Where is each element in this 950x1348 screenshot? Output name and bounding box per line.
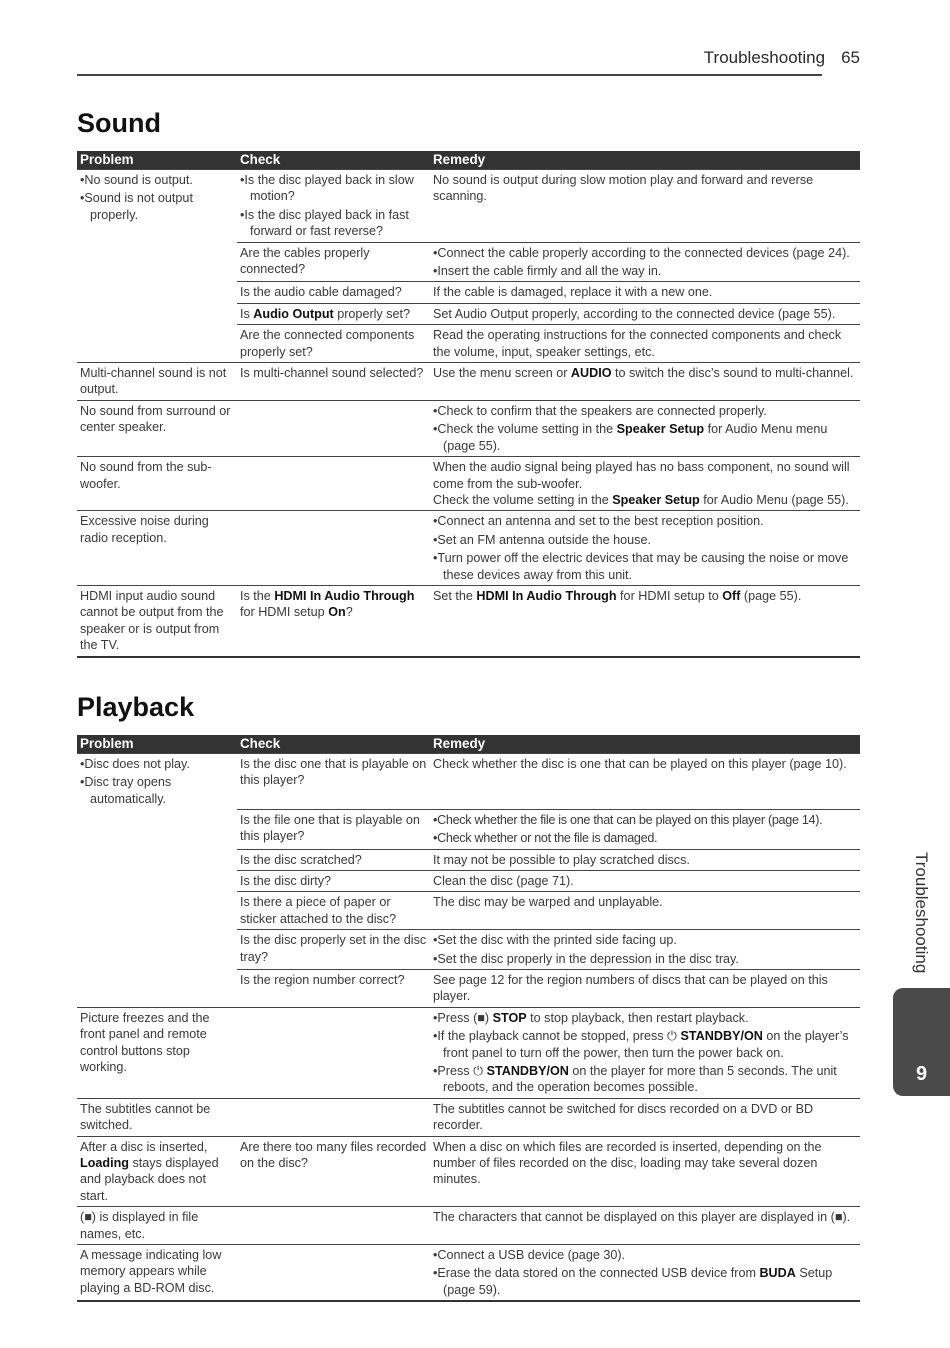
remedy-cell-line: •Check the volume setting in the Speaker Setup for Audio Menu menu (page 55).: [433, 422, 828, 453]
col-remedy: Remedy: [430, 151, 860, 170]
table-row: [77, 1207, 860, 1245]
table-row: [77, 511, 860, 586]
check-cell: [237, 849, 430, 870]
problem-cell: [77, 457, 237, 511]
problem-cell-line: •Sound is not output properly.: [80, 191, 193, 222]
problem-cell: [77, 870, 237, 891]
remedy-cell-line: •Set an FM antenna outside the house.: [433, 532, 651, 547]
problem-cell: After a disc is inserted, Loading stays displayed and playback does not start.: [77, 1136, 237, 1207]
check-cell: [237, 170, 430, 243]
remedy-cell-line: •Set the disc properly in the depression in the disc tray.: [433, 951, 739, 966]
problem-cell: [77, 754, 237, 810]
check-cell-line: Is multi-channel sound selected?: [240, 366, 424, 381]
check-cell-line: Are the connected components properly set?: [240, 328, 415, 359]
remedy-cell: [430, 242, 860, 282]
check-cell-line: Are the cables properly connected?: [240, 245, 370, 277]
remedy-cell-line: •Connect the cable properly according to the connected devices (page 24).: [433, 245, 850, 260]
problem-cell-line: •Disc tray opens automatically.: [80, 775, 172, 806]
problem-cell-line: The subtitles cannot be switched.: [80, 1101, 211, 1133]
table-row: [77, 1136, 860, 1207]
remedy-cell: Set the HDMI In Audio Through for HDMI setup to Off (page 55).: [430, 585, 860, 656]
problem-cell-line: A message indicating low memory appears while playing a BD-ROM disc.: [80, 1248, 222, 1295]
table-row: [77, 754, 860, 810]
col-problem: Problem: [77, 151, 237, 170]
remedy-cell: [430, 400, 860, 456]
remedy-cell: [430, 1007, 860, 1098]
check-cell-line: Is the disc scratched?: [240, 852, 362, 867]
table-row: [77, 969, 860, 1007]
problem-cell: [77, 282, 237, 303]
sound-table-header: [77, 151, 860, 170]
table-row: [77, 1098, 860, 1136]
remedy-cell-line: Set Audio Output properly, according to the connected device (page 55).: [433, 306, 836, 321]
problem-cell: [77, 969, 237, 1007]
remedy-cell-line: Check whether the disc is one that can be played on this player (page 10).: [433, 757, 847, 771]
header-rule: [77, 74, 822, 76]
table-row: [77, 457, 860, 511]
check-cell: [237, 282, 430, 303]
problem-cell: [77, 1245, 237, 1302]
check-cell: [237, 242, 430, 282]
chapter-number: 9: [915, 1063, 928, 1085]
col-remedy: Remedy: [430, 735, 860, 754]
check-cell-line: Is the file one that is playable on this player?: [240, 812, 420, 844]
remedy-cell-line: •Erase the data stored on the connected USB device from BUDA Setup (page 59).: [433, 1266, 833, 1297]
problem-cell-line: Multi-channel sound is not output.: [80, 366, 227, 397]
remedy-cell-line: The subtitles cannot be switched for discs recorded on a DVD or BD recorder.: [433, 1101, 814, 1133]
remedy-cell-line: Read the operating instructions for the connected components and check the volume, input, speaker settings, etc.: [433, 328, 842, 359]
check-cell: [237, 511, 430, 586]
check-cell: [237, 400, 430, 456]
remedy-cell: [430, 1136, 860, 1207]
problem-cell: [77, 1007, 237, 1098]
check-cell: [237, 1136, 430, 1207]
check-cell: Is the HDMI In Audio Through for HDMI setup On?: [237, 585, 430, 656]
problem-cell: [77, 303, 237, 324]
remedy-cell: [430, 849, 860, 870]
remedy-cell: Use the menu screen or AUDIO to switch the disc’s sound to multi-channel.: [430, 363, 860, 401]
check-cell-line: Is there a piece of paper or sticker attached to the disc?: [240, 895, 397, 926]
page-number: 65: [841, 48, 860, 67]
check-cell: [237, 754, 430, 810]
table-row: [77, 930, 860, 970]
table-row: [77, 585, 860, 656]
remedy-cell-line: •Check whether the file is one that can be played on this player (page 14).: [433, 812, 823, 827]
table-row: [77, 870, 860, 891]
problem-cell-line: No sound from the sub-woofer.: [80, 460, 212, 491]
remedy-cell: [430, 892, 860, 930]
remedy-cell-line: If the cable is damaged, replace it with a new one.: [433, 285, 713, 300]
problem-cell-line: No sound from surround or center speaker.: [80, 403, 231, 435]
remedy-cell: [430, 930, 860, 970]
table-row: [77, 170, 860, 243]
remedy-cell-line: When a disc on which files are recorded is inserted, depending on the number of files recorded on the disc, loading may take several dozen minutes.: [433, 1139, 822, 1187]
problem-cell: (■) is displayed in file names, etc.: [77, 1207, 237, 1245]
check-cell-line: Is the audio cable damaged?: [240, 285, 402, 300]
check-cell-line: Is the disc properly set in the disc tray?: [240, 933, 427, 964]
remedy-cell-line: •Connect a USB device (page 30).: [433, 1248, 626, 1263]
col-problem: Problem: [77, 735, 237, 754]
check-cell: [237, 1245, 430, 1302]
check-cell: Is Audio Output properly set?: [237, 303, 430, 324]
table-row: [77, 849, 860, 870]
check-cell-line: Is the disc one that is playable on this player?: [240, 757, 427, 788]
sound-table: [77, 151, 860, 658]
remedy-cell-line: Clean the disc (page 71).: [433, 873, 574, 888]
check-cell: [237, 969, 430, 1007]
col-check: Check: [237, 151, 430, 170]
problem-cell: [77, 892, 237, 930]
remedy-cell: [430, 170, 860, 243]
check-cell: [237, 892, 430, 930]
remedy-cell-line: •Check whether or not the file is damaged.: [433, 831, 658, 846]
table-row: [77, 303, 860, 324]
problem-cell-line: HDMI input audio sound cannot be output from the speaker or is output from the TV.: [80, 588, 224, 653]
problem-cell: [77, 809, 237, 849]
remedy-cell-line: See page 12 for the region numbers of discs that can be played on this player.: [433, 972, 828, 1004]
remedy-cell-line: It may not be possible to play scratched discs.: [433, 852, 690, 867]
check-cell-line: Are there too many files recorded on the disc?: [240, 1139, 427, 1171]
table-row: [77, 892, 860, 930]
remedy-cell: [430, 1245, 860, 1302]
remedy-cell-line: •Press (■) STOP to stop playback, then restart playback.: [433, 1010, 749, 1025]
check-cell: [237, 457, 430, 511]
running-header: [704, 48, 860, 68]
remedy-cell-line: •Check to confirm that the speakers are connected properly.: [433, 403, 767, 418]
check-cell: [237, 870, 430, 891]
check-cell: [237, 930, 430, 970]
table-row: [77, 809, 860, 849]
table-row: [77, 363, 860, 401]
playback-heading: Playback: [77, 692, 195, 722]
problem-cell: [77, 400, 237, 456]
check-cell-line: •Is the disc played back in slow motion?: [240, 173, 414, 204]
playback-table: [77, 735, 860, 1302]
remedy-cell: [430, 1098, 860, 1136]
remedy-cell: [430, 511, 860, 586]
remedy-cell: [430, 325, 860, 363]
remedy-cell: [430, 969, 860, 1007]
problem-cell-line: Excessive noise during radio reception.: [80, 514, 209, 545]
check-cell-line: Is the disc dirty?: [240, 873, 331, 888]
check-cell: [237, 1207, 430, 1245]
col-check: Check: [237, 735, 430, 754]
remedy-cell: [430, 809, 860, 849]
check-cell: [237, 363, 430, 401]
problem-cell-line: Picture freezes and the front panel and remote control buttons stop working.: [80, 1010, 210, 1074]
remedy-cell: [430, 303, 860, 324]
problem-cell: [77, 170, 237, 243]
remedy-cell-line: •Set the disc with the printed side facing up.: [433, 933, 677, 948]
table-row: [77, 1007, 860, 1098]
remedy-cell-line: •Connect an antenna and set to the best reception position.: [433, 514, 764, 529]
problem-cell: [77, 1098, 237, 1136]
table-row: [77, 282, 860, 303]
chapter-tab: [893, 988, 950, 1096]
check-cell: [237, 1098, 430, 1136]
check-cell-line: Is the region number correct?: [240, 972, 405, 987]
remedy-cell-line: •Press ⏻ STANDBY/ON on the player for more than 5 seconds. The unit reboots, and the operation becomes possible.: [433, 1064, 837, 1095]
remedy-cell: [430, 754, 860, 810]
problem-cell: [77, 849, 237, 870]
problem-cell: [77, 363, 237, 401]
problem-cell: [77, 585, 237, 656]
table-row: [77, 325, 860, 363]
problem-cell-line: •Disc does not play.: [80, 757, 190, 771]
sound-heading: Sound: [77, 108, 161, 138]
remedy-cell: The characters that cannot be displayed on this player are displayed in (■).: [430, 1207, 860, 1245]
problem-cell: [77, 325, 237, 363]
remedy-cell-line: The disc may be warped and unplayable.: [433, 895, 663, 910]
remedy-cell: [430, 870, 860, 891]
remedy-cell: When the audio signal being played has no bass component, no sound will come from the sub-woofer. Check the volume setting in the Speaker Setup for Audio Menu (page 55).: [430, 457, 860, 511]
side-section-label: Troubleshooting: [912, 852, 931, 974]
problem-cell-line: •No sound is output.: [80, 173, 193, 187]
problem-cell: [77, 930, 237, 970]
check-cell: [237, 809, 430, 849]
remedy-cell-line: No sound is output during slow motion play and forward and reverse scanning.: [433, 173, 814, 204]
section-name: Troubleshooting: [703, 48, 826, 67]
problem-cell: [77, 242, 237, 282]
table-row: [77, 400, 860, 456]
remedy-cell-line: •Insert the cable firmly and all the way in.: [433, 264, 662, 279]
remedy-cell-line: •If the playback cannot be stopped, press ⏻ STANDBY/ON on the player’s front panel to turn off the power, then turn the power back on.: [433, 1029, 849, 1060]
remedy-cell-line: •Turn power off the electric devices that may be causing the noise or move these devices away from this unit.: [433, 551, 849, 582]
problem-cell: [77, 511, 237, 586]
table-row: [77, 1245, 860, 1302]
check-cell: [237, 1007, 430, 1098]
table-row: [77, 242, 860, 282]
remedy-cell: [430, 282, 860, 303]
check-cell: [237, 325, 430, 363]
playback-table-header: [77, 735, 860, 754]
check-cell-line: •Is the disc played back in fast forward or fast reverse?: [240, 207, 409, 239]
